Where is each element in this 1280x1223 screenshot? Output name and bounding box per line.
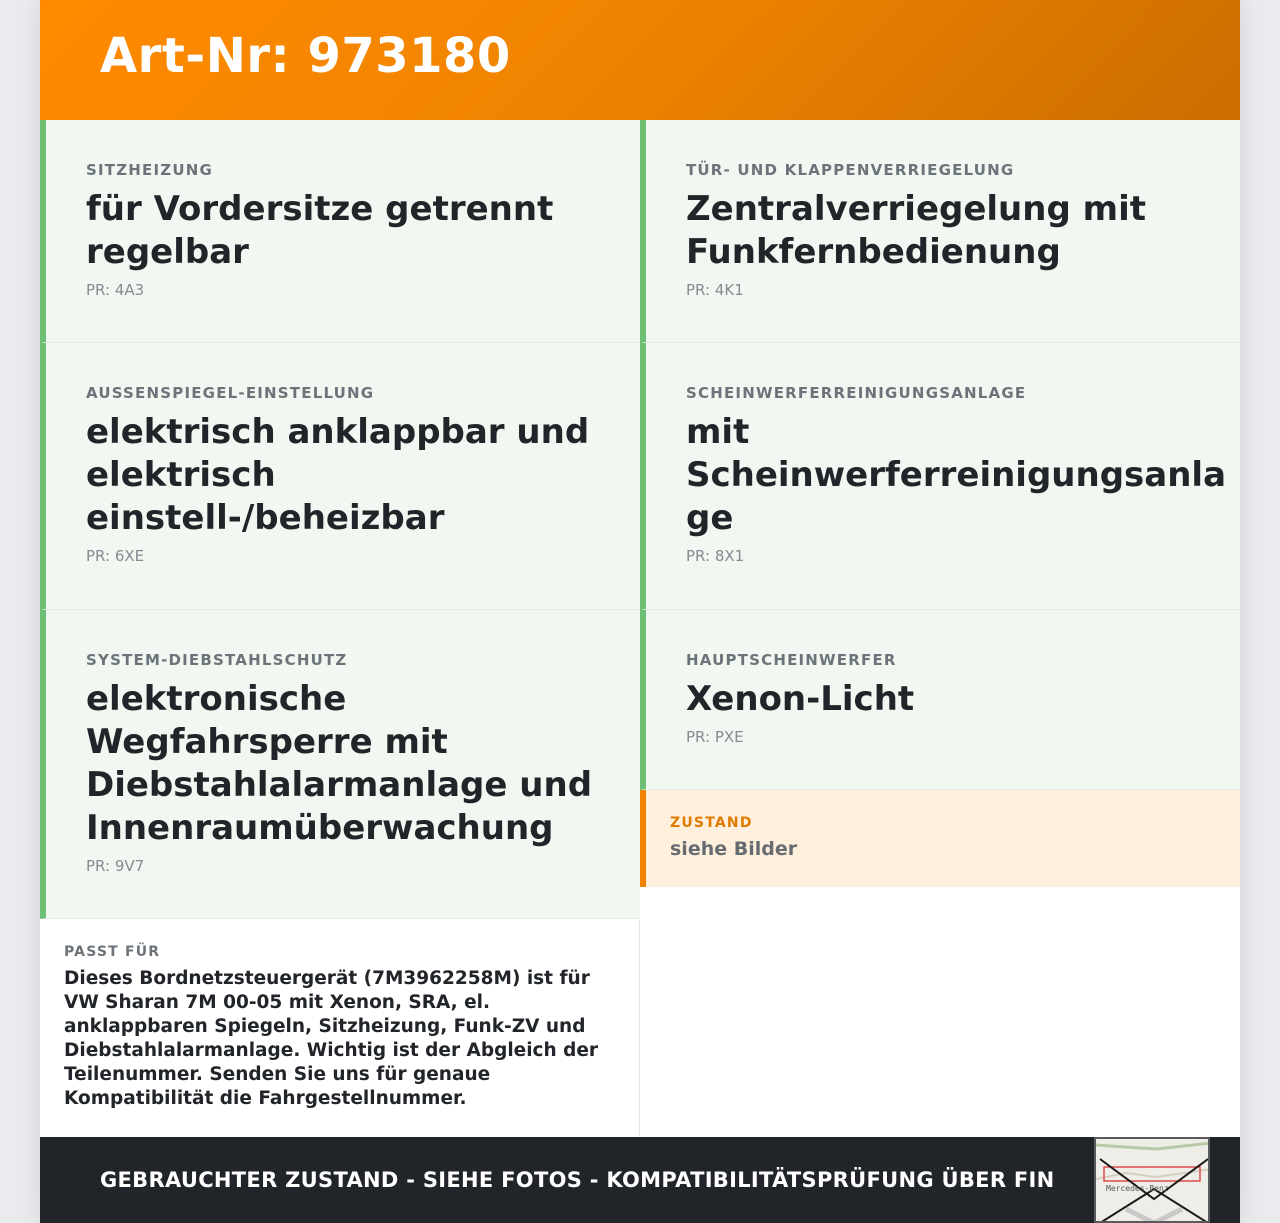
condition-label: ZUSTAND (670, 815, 753, 831)
feature-card-headlights (640, 610, 1240, 790)
label-image-icon (1096, 1139, 1210, 1223)
article-number-title: Art-Nr: 973180 (100, 28, 511, 84)
feature-card-door-locking (640, 120, 1240, 343)
feature-value: Zentralverriegelung mit Funkfernbedienung (686, 189, 1146, 272)
feature-label: TÜR- UND KLAPPENVERRIEGELUNG (686, 161, 1015, 179)
feature-label: HAUPTSCHEINWERFER (686, 651, 897, 669)
thumbnail-label: Mercedes-Benz (1106, 1184, 1169, 1193)
feature-pr-code: PR: 9V7 (86, 857, 145, 875)
feature-label: SITZHEIZUNG (86, 161, 213, 179)
feature-value: Xenon-Licht (686, 679, 915, 719)
feature-pr-code: PR: 6XE (86, 547, 145, 565)
footer-bar (40, 1137, 1240, 1223)
feature-value: elektronische Wegfahrsperre mit Diebstahlalarmanlage und Innenraumüberwachung (86, 679, 593, 848)
feature-pr-code: PR: 4K1 (686, 281, 744, 299)
feature-pr-code: PR: PXE (686, 728, 744, 746)
feature-card-headlight-washer (640, 343, 1240, 610)
right-column (640, 120, 1240, 887)
condition-box (640, 790, 1240, 887)
product-thumbnail[interactable] (1094, 1137, 1210, 1223)
feature-card-seat-heating (40, 120, 640, 343)
feature-pr-code: PR: 8X1 (686, 547, 745, 565)
header-bar (40, 0, 1240, 120)
feature-value: mit Scheinwerferreinigungsanla ge (686, 412, 1227, 538)
footer-banner-text: GEBRAUCHTER ZUSTAND - SIEHE FOTOS - KOMPATIBILITÄTSPRÜFUNG ÜBER FIN (100, 1168, 1055, 1192)
feature-value: elektrisch anklappbar und elektrisch einstell-/beheizbar (86, 412, 590, 538)
left-column (40, 120, 640, 919)
feature-card-mirror-adjustment (40, 343, 640, 610)
compatibility-label: PASST FÜR (64, 944, 161, 960)
condition-value: siehe Bilder (670, 838, 798, 860)
feature-pr-code: PR: 4A3 (86, 281, 145, 299)
feature-card-anti-theft (40, 610, 640, 919)
feature-label: AUSSENSPIEGEL-EINSTELLUNG (86, 384, 375, 402)
feature-label: SYSTEM-DIEBSTAHLSCHUTZ (86, 651, 348, 669)
feature-label: SCHEINWERFERREINIGUNGSANLAGE (686, 384, 1027, 402)
product-sheet (40, 0, 1240, 1223)
compatibility-section (40, 919, 640, 1137)
feature-value: für Vordersitze getrennt regelbar (86, 189, 554, 272)
compatibility-text: Dieses Bordnetzsteuergerät (7M3962258M) ist für VW Sharan 7M 00-05 mit Xenon, SRA, el. anklappbaren Spiegeln, Sitzheizung, Funk-ZV und Diebstahlalarmanlage. Wichtig ist der Abgleich der Teilenummer. Senden Sie uns für genaue Kompatibilität die Fahrgestellnummer. (64, 968, 599, 1109)
